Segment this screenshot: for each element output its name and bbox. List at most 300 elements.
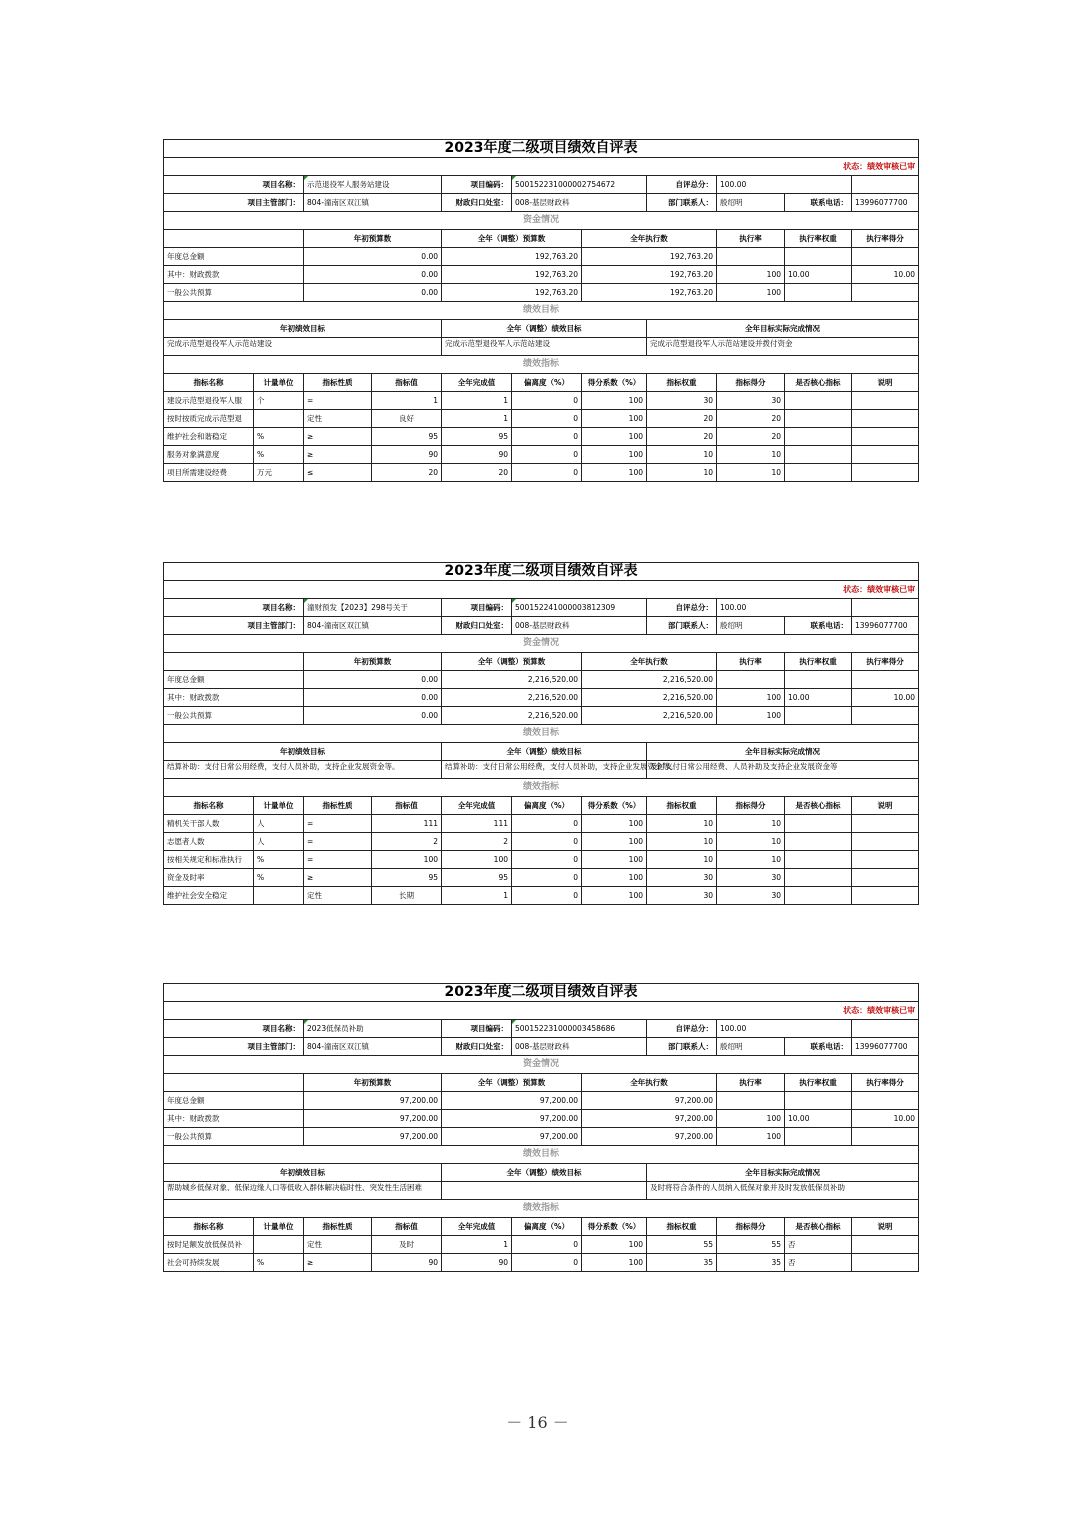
status-badge: 状态：绩效审核已审 <box>164 581 919 599</box>
funds-cell: 100 <box>717 284 785 302</box>
indicator-cell: 2 <box>372 833 442 851</box>
code-label: 项目编码： <box>442 1020 512 1038</box>
indicator-cell: 精机关干部人数 <box>164 815 254 833</box>
targets-header: 全年目标实际完成情况 <box>647 1164 919 1182</box>
indicator-header: 得分系数（%） <box>582 797 647 815</box>
indicator-row <box>164 887 919 905</box>
targets-header: 全年（调整）绩效目标 <box>442 1164 647 1182</box>
indicator-cell: 志愿者人数 <box>164 833 254 851</box>
funds-cell <box>852 707 919 725</box>
form-title: 2023年度二级项目绩效自评表 <box>164 563 919 581</box>
indicator-cell: 1 <box>372 392 442 410</box>
indicator-cell: 长期 <box>372 887 442 905</box>
funds-cell: 10.00 <box>785 266 852 284</box>
indicator-row <box>164 815 919 833</box>
indicator-cell: 否 <box>785 1236 852 1254</box>
indicator-cell <box>852 1236 919 1254</box>
indicator-cell <box>785 869 852 887</box>
funds-cell <box>717 1092 785 1110</box>
funds-cell <box>852 284 919 302</box>
indicator-cell: 100 <box>372 851 442 869</box>
finance-label: 财政归口处室： <box>442 194 512 212</box>
dept-value: 804-潼南区双江镇 <box>304 1038 442 1056</box>
funds-cell: 100 <box>717 1128 785 1146</box>
indicator-cell: = <box>304 833 372 851</box>
evaluation-table <box>163 562 919 905</box>
indicator-cell: 项目所需建设经费 <box>164 464 254 482</box>
indicator-cell: 100 <box>582 887 647 905</box>
contact-value: 殷绍明 <box>717 1038 785 1056</box>
indicator-header: 偏离度（%） <box>512 374 582 392</box>
funds-cell <box>852 671 919 689</box>
contact-label: 部门联系人： <box>647 194 717 212</box>
indicator-header: 是否核心指标 <box>785 797 852 815</box>
indicator-header: 指标权重 <box>647 1218 717 1236</box>
indicator-cell: 30 <box>647 392 717 410</box>
funds-cell: 100 <box>717 707 785 725</box>
funds-cell: 100 <box>717 1110 785 1128</box>
name-label: 项目名称： <box>164 176 304 194</box>
score-total: 100.00 <box>717 599 852 617</box>
funds-section-title: 资金情况 <box>164 1056 919 1074</box>
indicator-header: 偏离度（%） <box>512 797 582 815</box>
funds-cell: 10.00 <box>852 1110 919 1128</box>
indicator-cell: 个 <box>254 392 304 410</box>
target-text: 完成示范型退役军人示范站建设 <box>164 338 442 356</box>
indicator-cell: 55 <box>717 1236 785 1254</box>
targets-section-title: 绩效目标 <box>164 1146 919 1164</box>
indicator-cell: 100 <box>582 833 647 851</box>
funds-header <box>164 1074 304 1092</box>
indicator-header: 说明 <box>852 1218 919 1236</box>
score-total: 100.00 <box>717 1020 852 1038</box>
indicator-cell <box>785 428 852 446</box>
indicator-cell: 10 <box>717 446 785 464</box>
funds-cell: 2,216,520.00 <box>442 671 582 689</box>
funds-cell: 2,216,520.00 <box>442 689 582 707</box>
funds-cell: 0.00 <box>304 284 442 302</box>
indicator-cell: ≥ <box>304 869 372 887</box>
targets-header: 年初绩效目标 <box>164 743 442 761</box>
funds-header: 全年执行数 <box>582 230 717 248</box>
indicator-cell <box>852 428 919 446</box>
funds-cell: 192,763.20 <box>442 248 582 266</box>
indicator-cell: 资金及时率 <box>164 869 254 887</box>
funds-cell: 年度总金额 <box>164 1092 304 1110</box>
indicator-cell: % <box>254 851 304 869</box>
funds-cell <box>852 1128 919 1146</box>
indicator-cell: 30 <box>717 887 785 905</box>
funds-cell: 192,763.20 <box>582 266 717 284</box>
indicator-cell <box>254 410 304 428</box>
funds-header: 年初预算数 <box>304 653 442 671</box>
funds-header: 年初预算数 <box>304 230 442 248</box>
phone-label: 联系电话： <box>785 194 852 212</box>
target-text: 结算补助：支付日常公用经费，支付人员补助，支持企业发展资金等。 <box>442 761 647 779</box>
funds-cell: 97,200.00 <box>304 1128 442 1146</box>
indicators-section-title: 绩效指标 <box>164 356 919 374</box>
evaluation-form <box>163 983 916 1272</box>
indicator-cell: 10 <box>647 446 717 464</box>
funds-header <box>164 653 304 671</box>
blank-cell <box>852 599 919 617</box>
indicator-cell: 0 <box>512 1254 582 1272</box>
indicator-cell: 90 <box>372 446 442 464</box>
indicator-cell <box>785 464 852 482</box>
funds-cell: 0.00 <box>304 671 442 689</box>
indicator-header: 计量单位 <box>254 797 304 815</box>
indicator-cell: 100 <box>582 410 647 428</box>
targets-header: 全年（调整）绩效目标 <box>442 320 647 338</box>
indicator-cell <box>852 851 919 869</box>
indicator-header: 指标名称 <box>164 1218 254 1236</box>
status-badge: 状态：绩效审核已审 <box>164 1002 919 1020</box>
project-name: 示范退役军人服务站建设 <box>304 176 442 194</box>
indicator-cell: 111 <box>372 815 442 833</box>
indicator-cell: 人 <box>254 815 304 833</box>
indicator-header: 得分系数（%） <box>582 1218 647 1236</box>
funds-cell: 100 <box>717 689 785 707</box>
finance-value: 008-基层财政科 <box>512 617 647 635</box>
indicator-cell: 按时按质完成示范型退 <box>164 410 254 428</box>
indicator-cell: 定性 <box>304 1236 372 1254</box>
indicator-cell <box>852 464 919 482</box>
funds-cell: 0.00 <box>304 266 442 284</box>
funds-cell: 10.00 <box>785 689 852 707</box>
funds-header: 全年（调整）预算数 <box>442 653 582 671</box>
indicator-cell: 2 <box>442 833 512 851</box>
indicator-row <box>164 1254 919 1272</box>
indicator-cell: 0 <box>512 464 582 482</box>
indicator-cell: 0 <box>512 410 582 428</box>
indicator-cell: 100 <box>582 446 647 464</box>
indicator-row <box>164 428 919 446</box>
funds-row <box>164 266 919 284</box>
score-label: 自评总分： <box>647 599 717 617</box>
indicator-cell: 0 <box>512 1236 582 1254</box>
funds-cell <box>717 671 785 689</box>
dept-label: 项目主管部门： <box>164 1038 304 1056</box>
phone-value: 13996077700 <box>852 617 919 635</box>
indicator-cell: 100 <box>582 392 647 410</box>
funds-header: 全年执行数 <box>582 653 717 671</box>
indicator-cell: 按时足额发放低保员补 <box>164 1236 254 1254</box>
phone-value: 13996077700 <box>852 194 919 212</box>
evaluation-form <box>163 139 916 482</box>
indicator-cell: 良好 <box>372 410 442 428</box>
funds-cell: 其中：财政拨款 <box>164 266 304 284</box>
funds-cell: 2,216,520.00 <box>582 707 717 725</box>
indicator-cell: 人 <box>254 833 304 851</box>
indicator-cell <box>852 410 919 428</box>
targets-section-title: 绩效目标 <box>164 725 919 743</box>
indicator-header: 指标性质 <box>304 797 372 815</box>
indicator-cell: 0 <box>512 869 582 887</box>
indicator-header: 指标名称 <box>164 797 254 815</box>
indicator-header: 指标权重 <box>647 797 717 815</box>
targets-header: 全年目标实际完成情况 <box>647 743 919 761</box>
funds-cell: 192,763.20 <box>582 248 717 266</box>
funds-cell: 年度总金额 <box>164 248 304 266</box>
project-code: 500152231000002754672 <box>512 176 647 194</box>
contact-label: 部门联系人： <box>647 617 717 635</box>
indicator-cell: 维护社会安全稳定 <box>164 887 254 905</box>
indicator-row <box>164 869 919 887</box>
indicator-cell <box>254 1236 304 1254</box>
indicator-cell: % <box>254 1254 304 1272</box>
indicator-cell: 100 <box>582 1236 647 1254</box>
blank-cell <box>852 176 919 194</box>
page-number: － 16 － <box>506 1413 569 1432</box>
indicator-cell: 1 <box>442 887 512 905</box>
indicator-header: 说明 <box>852 374 919 392</box>
indicator-cell: 100 <box>582 815 647 833</box>
indicator-cell: 10 <box>647 851 717 869</box>
indicator-header: 偏离度（%） <box>512 1218 582 1236</box>
name-label: 项目名称： <box>164 1020 304 1038</box>
target-text: 完成示范型退役军人示范站建设 <box>442 338 647 356</box>
score-label: 自评总分： <box>647 1020 717 1038</box>
indicator-cell: 55 <box>647 1236 717 1254</box>
indicator-header: 指标性质 <box>304 374 372 392</box>
indicator-cell <box>785 833 852 851</box>
indicator-cell <box>852 887 919 905</box>
indicator-header: 计量单位 <box>254 1218 304 1236</box>
funds-cell <box>785 1092 852 1110</box>
indicator-cell <box>852 392 919 410</box>
dept-value: 804-潼南区双江镇 <box>304 617 442 635</box>
indicator-cell: 95 <box>442 428 512 446</box>
funds-row <box>164 689 919 707</box>
funds-row <box>164 671 919 689</box>
targets-header: 年初绩效目标 <box>164 320 442 338</box>
finance-value: 008-基层财政科 <box>512 1038 647 1056</box>
indicator-header: 全年完成值 <box>442 1218 512 1236</box>
target-text <box>442 1182 647 1200</box>
indicator-cell: 30 <box>717 869 785 887</box>
indicator-cell: 100 <box>582 851 647 869</box>
indicators-section-title: 绩效指标 <box>164 779 919 797</box>
indicator-cell: 否 <box>785 1254 852 1272</box>
funds-header: 执行率权重 <box>785 230 852 248</box>
evaluation-form <box>163 562 916 905</box>
indicator-cell <box>852 815 919 833</box>
indicator-cell <box>254 887 304 905</box>
indicator-row <box>164 410 919 428</box>
evaluation-table <box>163 139 919 482</box>
indicator-cell: 0 <box>512 851 582 869</box>
funds-cell <box>785 1128 852 1146</box>
funds-header: 全年（调整）预算数 <box>442 1074 582 1092</box>
indicator-header: 指标得分 <box>717 797 785 815</box>
funds-cell: 97,200.00 <box>582 1128 717 1146</box>
contact-value: 殷绍明 <box>717 617 785 635</box>
indicator-cell <box>785 887 852 905</box>
indicator-cell: 10 <box>717 851 785 869</box>
funds-cell: 2,216,520.00 <box>582 689 717 707</box>
phone-label: 联系电话： <box>785 1038 852 1056</box>
indicator-cell: 1 <box>442 392 512 410</box>
project-name: 潼财预发【2023】298号关于 <box>304 599 442 617</box>
funds-cell: 其中：财政拨款 <box>164 689 304 707</box>
target-text: 及时支付日常公用经费、人员补助及支持企业发展资金等 <box>647 761 919 779</box>
funds-cell: 10.00 <box>852 266 919 284</box>
indicator-cell: 35 <box>717 1254 785 1272</box>
funds-header: 执行率得分 <box>852 230 919 248</box>
indicator-cell: 30 <box>647 887 717 905</box>
score-label: 自评总分： <box>647 176 717 194</box>
indicator-row <box>164 851 919 869</box>
contact-label: 部门联系人： <box>647 1038 717 1056</box>
target-text: 及时将符合条件的人员纳入低保对象并及时发放低保员补助 <box>647 1182 919 1200</box>
indicator-cell: 0 <box>512 392 582 410</box>
funds-cell: 97,200.00 <box>582 1092 717 1110</box>
indicator-cell <box>785 815 852 833</box>
funds-cell: 一般公共预算 <box>164 1128 304 1146</box>
funds-row <box>164 1128 919 1146</box>
indicator-cell: 20 <box>647 410 717 428</box>
indicator-cell: % <box>254 446 304 464</box>
funds-header <box>164 230 304 248</box>
indicator-cell <box>785 446 852 464</box>
funds-row <box>164 707 919 725</box>
indicator-cell: 及时 <box>372 1236 442 1254</box>
indicator-cell: 20 <box>717 428 785 446</box>
funds-row <box>164 1110 919 1128</box>
indicator-cell: ≥ <box>304 1254 372 1272</box>
indicator-cell: 20 <box>717 410 785 428</box>
funds-cell: 0.00 <box>304 248 442 266</box>
indicator-cell: 111 <box>442 815 512 833</box>
funds-cell: 其中：财政拨款 <box>164 1110 304 1128</box>
funds-cell: 97,200.00 <box>442 1128 582 1146</box>
indicator-cell: 服务对象满意度 <box>164 446 254 464</box>
indicator-cell: 30 <box>647 869 717 887</box>
indicator-cell: 维护社会和谐稳定 <box>164 428 254 446</box>
indicator-cell: 0 <box>512 815 582 833</box>
dept-label: 项目主管部门： <box>164 617 304 635</box>
indicator-cell: 90 <box>442 446 512 464</box>
funds-header: 执行率得分 <box>852 1074 919 1092</box>
code-label: 项目编码： <box>442 599 512 617</box>
funds-cell <box>785 707 852 725</box>
indicator-header: 是否核心指标 <box>785 1218 852 1236</box>
form-title: 2023年度二级项目绩效自评表 <box>164 140 919 158</box>
finance-label: 财政归口处室： <box>442 617 512 635</box>
funds-header: 执行率 <box>717 653 785 671</box>
indicator-cell: 95 <box>442 869 512 887</box>
indicator-cell: 10 <box>647 833 717 851</box>
indicator-cell: 20 <box>372 464 442 482</box>
funds-header: 执行率权重 <box>785 653 852 671</box>
code-label: 项目编码： <box>442 176 512 194</box>
indicator-cell: 100 <box>582 1254 647 1272</box>
indicator-row <box>164 833 919 851</box>
score-total: 100.00 <box>717 176 852 194</box>
indicator-header: 指标得分 <box>717 374 785 392</box>
funds-header: 执行率 <box>717 1074 785 1092</box>
indicator-header: 指标值 <box>372 374 442 392</box>
indicator-cell: = <box>304 815 372 833</box>
indicator-cell: 30 <box>717 392 785 410</box>
funds-header: 全年（调整）预算数 <box>442 230 582 248</box>
indicator-row <box>164 464 919 482</box>
indicator-cell: ≤ <box>304 464 372 482</box>
indicator-cell: 0 <box>512 887 582 905</box>
indicator-cell: 95 <box>372 869 442 887</box>
targets-section-title: 绩效目标 <box>164 302 919 320</box>
indicator-cell: 0 <box>512 833 582 851</box>
indicator-cell: 1 <box>442 410 512 428</box>
funds-cell: 97,200.00 <box>582 1110 717 1128</box>
funds-cell: 97,200.00 <box>442 1092 582 1110</box>
project-code: 500152241000003812309 <box>512 599 647 617</box>
indicator-cell: 10 <box>647 464 717 482</box>
indicator-cell: 100 <box>442 851 512 869</box>
indicator-cell: 35 <box>647 1254 717 1272</box>
finance-label: 财政归口处室： <box>442 1038 512 1056</box>
indicator-cell: 定性 <box>304 410 372 428</box>
indicator-cell: % <box>254 428 304 446</box>
indicator-cell <box>785 392 852 410</box>
blank-cell <box>852 1020 919 1038</box>
funds-header: 执行率得分 <box>852 653 919 671</box>
indicator-header: 说明 <box>852 797 919 815</box>
funds-section-title: 资金情况 <box>164 635 919 653</box>
indicator-header: 指标值 <box>372 1218 442 1236</box>
indicator-cell: ≥ <box>304 428 372 446</box>
indicator-header: 得分系数（%） <box>582 374 647 392</box>
funds-cell <box>785 284 852 302</box>
dept-value: 804-潼南区双江镇 <box>304 194 442 212</box>
indicator-cell: 社会可持续发展 <box>164 1254 254 1272</box>
funds-section-title: 资金情况 <box>164 212 919 230</box>
indicator-cell <box>785 851 852 869</box>
target-text: 结算补助：支付日常公用经费，支付人员补助，支持企业发展资金等。 <box>164 761 442 779</box>
indicator-cell: 95 <box>372 428 442 446</box>
indicator-cell: 按相关规定和标准执行 <box>164 851 254 869</box>
funds-cell: 一般公共预算 <box>164 284 304 302</box>
indicator-cell: 0 <box>512 446 582 464</box>
funds-cell: 97,200.00 <box>304 1110 442 1128</box>
funds-cell: 97,200.00 <box>304 1092 442 1110</box>
name-label: 项目名称： <box>164 599 304 617</box>
form-title: 2023年度二级项目绩效自评表 <box>164 984 919 1002</box>
indicator-header: 指标名称 <box>164 374 254 392</box>
funds-header: 执行率权重 <box>785 1074 852 1092</box>
indicator-cell <box>852 1254 919 1272</box>
indicator-row <box>164 1236 919 1254</box>
contact-value: 殷绍明 <box>717 194 785 212</box>
phone-value: 13996077700 <box>852 1038 919 1056</box>
funds-cell: 192,763.20 <box>442 284 582 302</box>
indicator-cell: 定性 <box>304 887 372 905</box>
funds-cell <box>717 248 785 266</box>
funds-cell: 一般公共预算 <box>164 707 304 725</box>
funds-header: 全年执行数 <box>582 1074 717 1092</box>
funds-row <box>164 248 919 266</box>
funds-cell: 97,200.00 <box>442 1110 582 1128</box>
indicator-cell: 100 <box>582 869 647 887</box>
indicators-section-title: 绩效指标 <box>164 1200 919 1218</box>
indicator-cell <box>852 869 919 887</box>
indicator-cell <box>785 410 852 428</box>
indicator-header: 指标性质 <box>304 1218 372 1236</box>
indicator-row <box>164 392 919 410</box>
indicator-row <box>164 446 919 464</box>
indicator-cell: ≥ <box>304 446 372 464</box>
indicator-header: 是否核心指标 <box>785 374 852 392</box>
